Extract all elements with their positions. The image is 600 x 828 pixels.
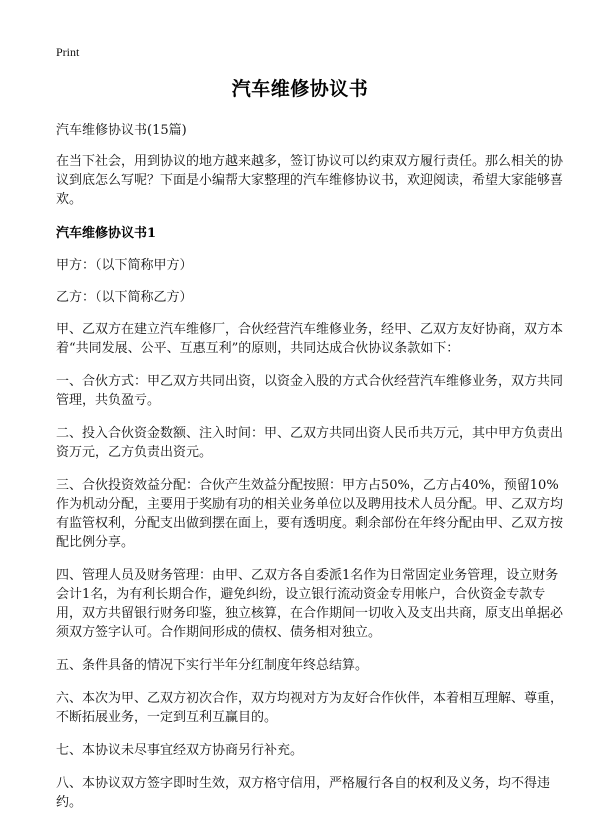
clause-8: 八、本协议双方签字即时生效，双方格守信用，严格履行各自的权利及义务，均不得违约。 [56,776,551,810]
document-body [56,121,566,812]
preamble-paragraph: 甲、乙双方在建立汽车维修厂，合伙经营汽车维修业务，经甲、乙双方友好协商，双方本着“共同发展、公平、互惠互利”的原则，共同达成合伙协议条款如下： [56,322,564,356]
print-link[interactable]: Print [56,45,80,59]
clause-1: 一、合伙方式：甲乙双方共同出资，以资金入股的方式合伙经营汽车维修业务，双方共同管理，共负盈亏。 [56,374,564,408]
intro-paragraph: 在当下社会，用到协议的地方越来越多，签订协议可以约束双方履行责任。那么相关的协议到底怎么写呢？下面是小编帮大家整理的汽车维修协议书，欢迎阅读，希望大家能够喜欢。 [56,154,564,207]
document-subtitle: 汽车维修协议书(15篇) [56,123,187,138]
clause-5: 五、条件具备的情况下实行半年分红制度年终总结算。 [56,658,369,673]
clause-3: 三、合伙投资效益分配：合伙产生效益分配按照：甲方占50%，乙方占40%，预留10%作为机动分配，主要用于奖励有功的相关业务单位以及聘用技术人员分配。甲、乙双方均有监管权利，分配支出做到摆在面上，要有透明度。剩余部份在年终分配由甲、乙双方按配比例分享。 [56,478,564,550]
section-heading: 汽车维修协议书1 [56,226,157,241]
clause-6: 六、本次为甲、乙双方初次合作，双方均视对方为友好合作伙伴，本着相互理解、尊重，不断拓展业务，一定到互利互赢目的。 [56,691,564,725]
clause-7: 七、本协议未尽事宜经双方协商另行补充。 [56,743,304,758]
clause-4: 四、管理人员及财务管理：由甲、乙双方各自委派1名作为日常固定业务管理，设立财务会计1名，为有利长期合作，避免纠纷，设立银行流动资金专用帐户，合伙资金专款专用，双方共留银行财务印鉴，独立核算，在合作期间一切收入及支出共商，原支出单据必须双方签字认可。合作期间形成的债权、债务相对独立。 [56,568,564,640]
clause-2: 二、投入合伙资金数额、注入时间：甲、乙双方共同出资人民币共万元，其中甲方负责出资万元，乙方负责出资元。 [56,426,564,460]
party-a-line: 甲方：（以下简称甲方） [56,258,193,273]
document-title: 汽车维修协议书 [231,78,369,100]
party-b-line: 乙方：（以下简称乙方） [56,290,193,305]
